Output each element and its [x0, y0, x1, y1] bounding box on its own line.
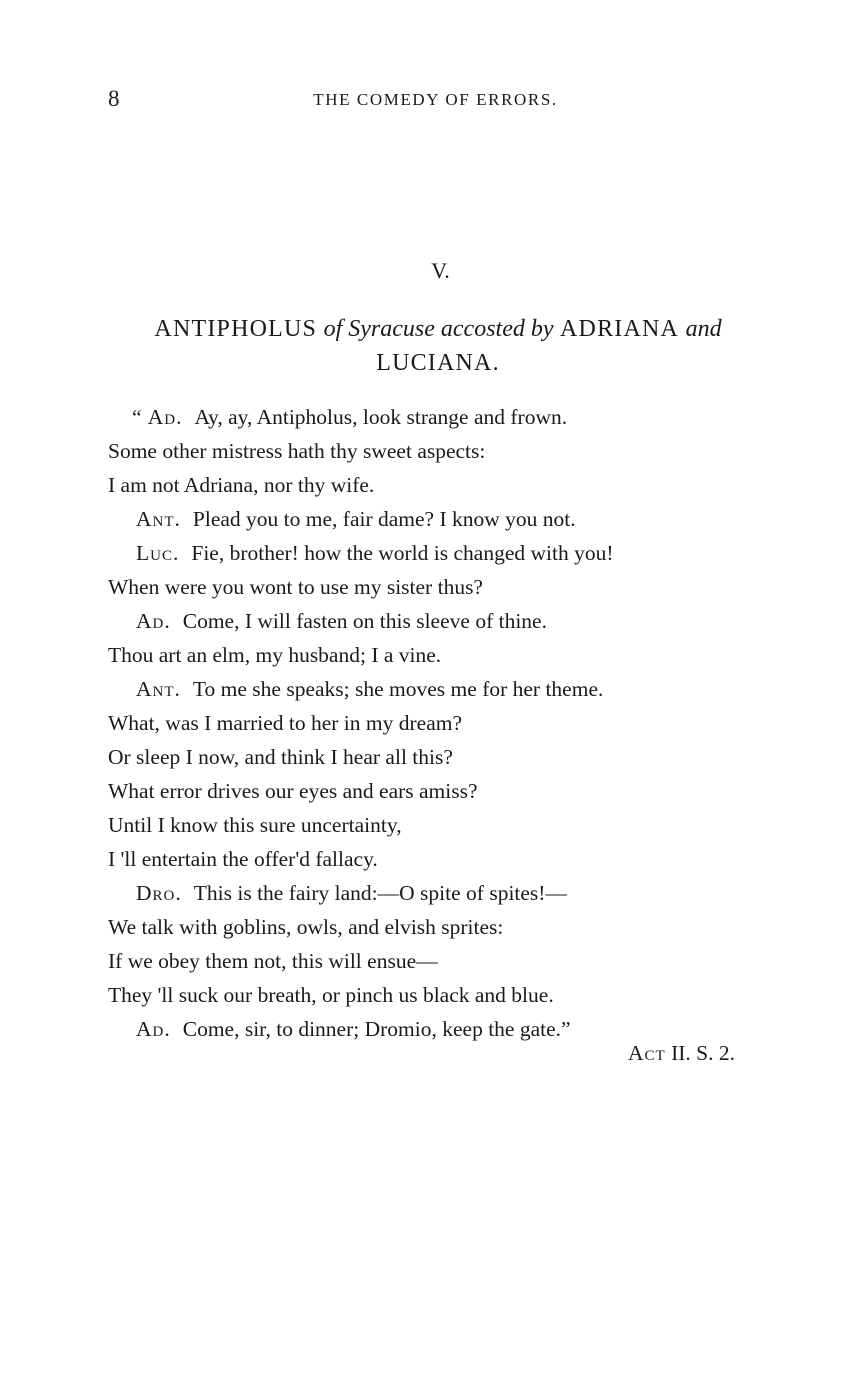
line-text: We talk with goblins, owls, and elvish sprites: — [108, 915, 504, 939]
speaker-label: Dro. — [136, 881, 182, 905]
line-text: They 'll suck our breath, or pinch us black and blue. — [108, 983, 554, 1007]
speaker-label: Ad. — [136, 1017, 171, 1041]
title-phrase: of Syracuse accosted by — [323, 316, 554, 342]
speaker-label: Luc. — [136, 541, 180, 565]
running-title: THE COMEDY OF ERRORS. — [313, 90, 558, 109]
line-text: What, was I married to her in my dream? — [108, 711, 463, 735]
verse-line — [108, 706, 788, 740]
line-text: I 'll entertain the offer'd fallacy. — [108, 847, 378, 871]
verse-line — [108, 638, 788, 672]
title-conjunction: and — [685, 316, 722, 342]
verse-line — [108, 468, 788, 502]
line-text: To me she speaks; she moves me for her theme. — [192, 677, 604, 701]
section-number: V. — [431, 258, 450, 283]
verse-line — [108, 604, 788, 638]
line-text: Ay, ay, Antipholus, look strange and frown. — [194, 405, 568, 429]
line-text: Come, sir, to dinner; Dromio, keep the gate.” — [182, 1017, 571, 1041]
speaker-label: Ant. — [136, 677, 181, 701]
verse-line — [108, 808, 788, 842]
line-text: I am not Adriana, nor thy wife. — [108, 473, 375, 497]
verse-line — [108, 944, 788, 978]
line-text: Come, I will fasten on this sleeve of thine. — [182, 609, 547, 633]
speaker-label: Ant. — [136, 507, 181, 531]
line-text: What error drives our eyes and ears amiss? — [108, 779, 478, 803]
verse-line — [108, 774, 788, 808]
citation-act: Act — [628, 1041, 666, 1065]
page-number: 8 — [108, 86, 120, 111]
character-name-luciana: LUCIANA. — [376, 350, 500, 376]
verse-line — [108, 536, 788, 570]
line-text: Some other mistress hath thy sweet aspects: — [108, 439, 486, 463]
verse-line — [108, 434, 788, 468]
verse-line — [108, 570, 788, 604]
verse-line — [108, 502, 788, 536]
running-head — [0, 86, 843, 116]
citation-reference: II. S. 2. — [671, 1041, 735, 1065]
character-name-adriana: ADRIANA — [560, 316, 680, 342]
verse-line — [108, 876, 788, 910]
line-text: Thou art an elm, my husband; I a vine. — [108, 643, 442, 667]
speaker-label: “ Ad. — [132, 405, 183, 429]
line-text: Until I know this sure uncertainty, — [108, 813, 402, 837]
line-text: If we obey them not, this will ensue— — [108, 949, 438, 973]
act-scene-citation — [628, 1041, 735, 1066]
line-text: Plead you to me, fair dame? I know you not. — [192, 507, 576, 531]
character-name-antipholus: ANTIPHOLUS — [154, 316, 318, 342]
line-text: When were you wont to use my sister thus? — [108, 575, 483, 599]
verse-line — [108, 400, 788, 434]
scene-title — [108, 312, 768, 380]
verse-line — [108, 672, 788, 706]
verse-line — [108, 740, 788, 774]
verse-line — [108, 910, 788, 944]
line-text: This is the fairy land:—O spite of spites!— — [193, 881, 567, 905]
verse-line — [108, 842, 788, 876]
speaker-label: Ad. — [136, 609, 171, 633]
line-text: Or sleep I now, and think I hear all this? — [108, 745, 453, 769]
verse-line — [108, 978, 788, 1012]
verse-quotation — [108, 400, 788, 1046]
line-text: Fie, brother! how the world is changed with you! — [191, 541, 614, 565]
